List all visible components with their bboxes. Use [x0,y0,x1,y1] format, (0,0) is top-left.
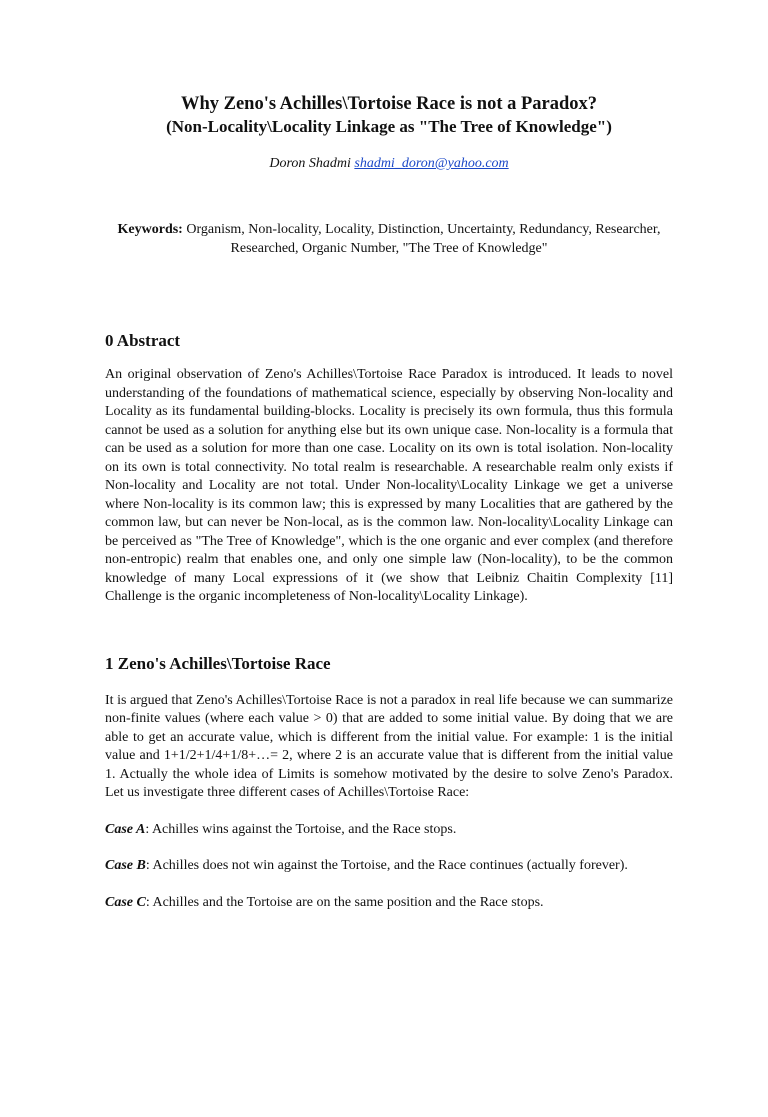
abstract-paragraph: An original observation of Zeno's Achilles\Tortoise Race Paradox is introduced. It leads to novel understanding of the foundations of mathematical science, especially by observing Non-locality and Locality as its fundamental building-blocks. Locality is precisely its own formula, thus this formula cannot be used as a solution for anything else but its own unique case. Non-locality is a formula that can be used as a solution for more than one case. Locality on its own is total isolation. Non-locality on its own is total connectivity. No total realm is researchable. A researchable realm only exists if Non-locality and Locality are not total. Under Non-locality\Locality Linkage we get a universe where Non-locality is its common law; this is expressed by many Localities that are gathered by the common law, but can never be Non-local, as is the common law. Non-locality\Locality Linkage can be perceived as "The Tree of Knowledge", which is the one organic and ever complex (and therefore non-entropic) realm that enables one, and only one simple law (Non-locality), to be the common knowledge of many Local expressions of it (we show that Leibniz Chaitin Complexity [11] Challenge is the organic incompleteness of Non-locality\Locality Linkage). [105,367,673,604]
case-b-paragraph [105,857,673,876]
author-line [105,154,673,174]
keywords-text: Organism, Non-locality, Locality, Distinction, Uncertainty, Redundancy, Researcher, Researched, Organic Number, "The Tree of Knowledge" [186,222,661,256]
keywords-label: Keywords: [117,222,183,237]
section-1-paragraph: It is argued that Zeno's Achilles\Tortoise Race is not a paradox in real life because we can summarize non-finite values (where each value > 0) that are added to some initial value. By doing that we are able to get an accurate value, which is different from the initial value. For example: 1 is the initial value and 1+1/2+1/4+1/8+…= 2, where 2 is an accurate value that is different from the initial value 1. Actually the whole idea of Limits is somehow motivated by the desire to solve Zeno's Paradox. Let us investigate three different cases of Achilles\Tortoise Race: [105,692,673,800]
author-name: Doron Shadmi [269,156,351,171]
case-a-label: Case A [105,821,146,837]
case-b-label: Case B [105,858,146,873]
case-c-label: Case C [105,894,146,910]
abstract-heading: 0 Abstract [105,331,181,350]
section-1-heading: 1 Zeno's Achilles\Tortoise Race [105,653,331,673]
document-page [0,93,768,1117]
author-email-link[interactable]: shadmi_doron@yahoo.com [354,156,509,171]
keywords-block [105,220,673,258]
case-c-paragraph [105,894,673,913]
paper-subtitle: (Non-Locality\Locality Linkage as "The Tree of Knowledge") [166,117,612,136]
case-a-text: : Achilles wins against the Tortoise, and the Race stops. [145,821,457,837]
case-a-paragraph [105,821,673,840]
case-b-text: : Achilles does not win against the Tortoise, and the Race continues (actually forever). [145,858,628,873]
paper-title: Why Zeno's Achilles\Tortoise Race is not a Paradox? [180,94,598,114]
case-c-text: : Achilles and the Tortoise are on the same position and the Race stops. [145,894,544,910]
